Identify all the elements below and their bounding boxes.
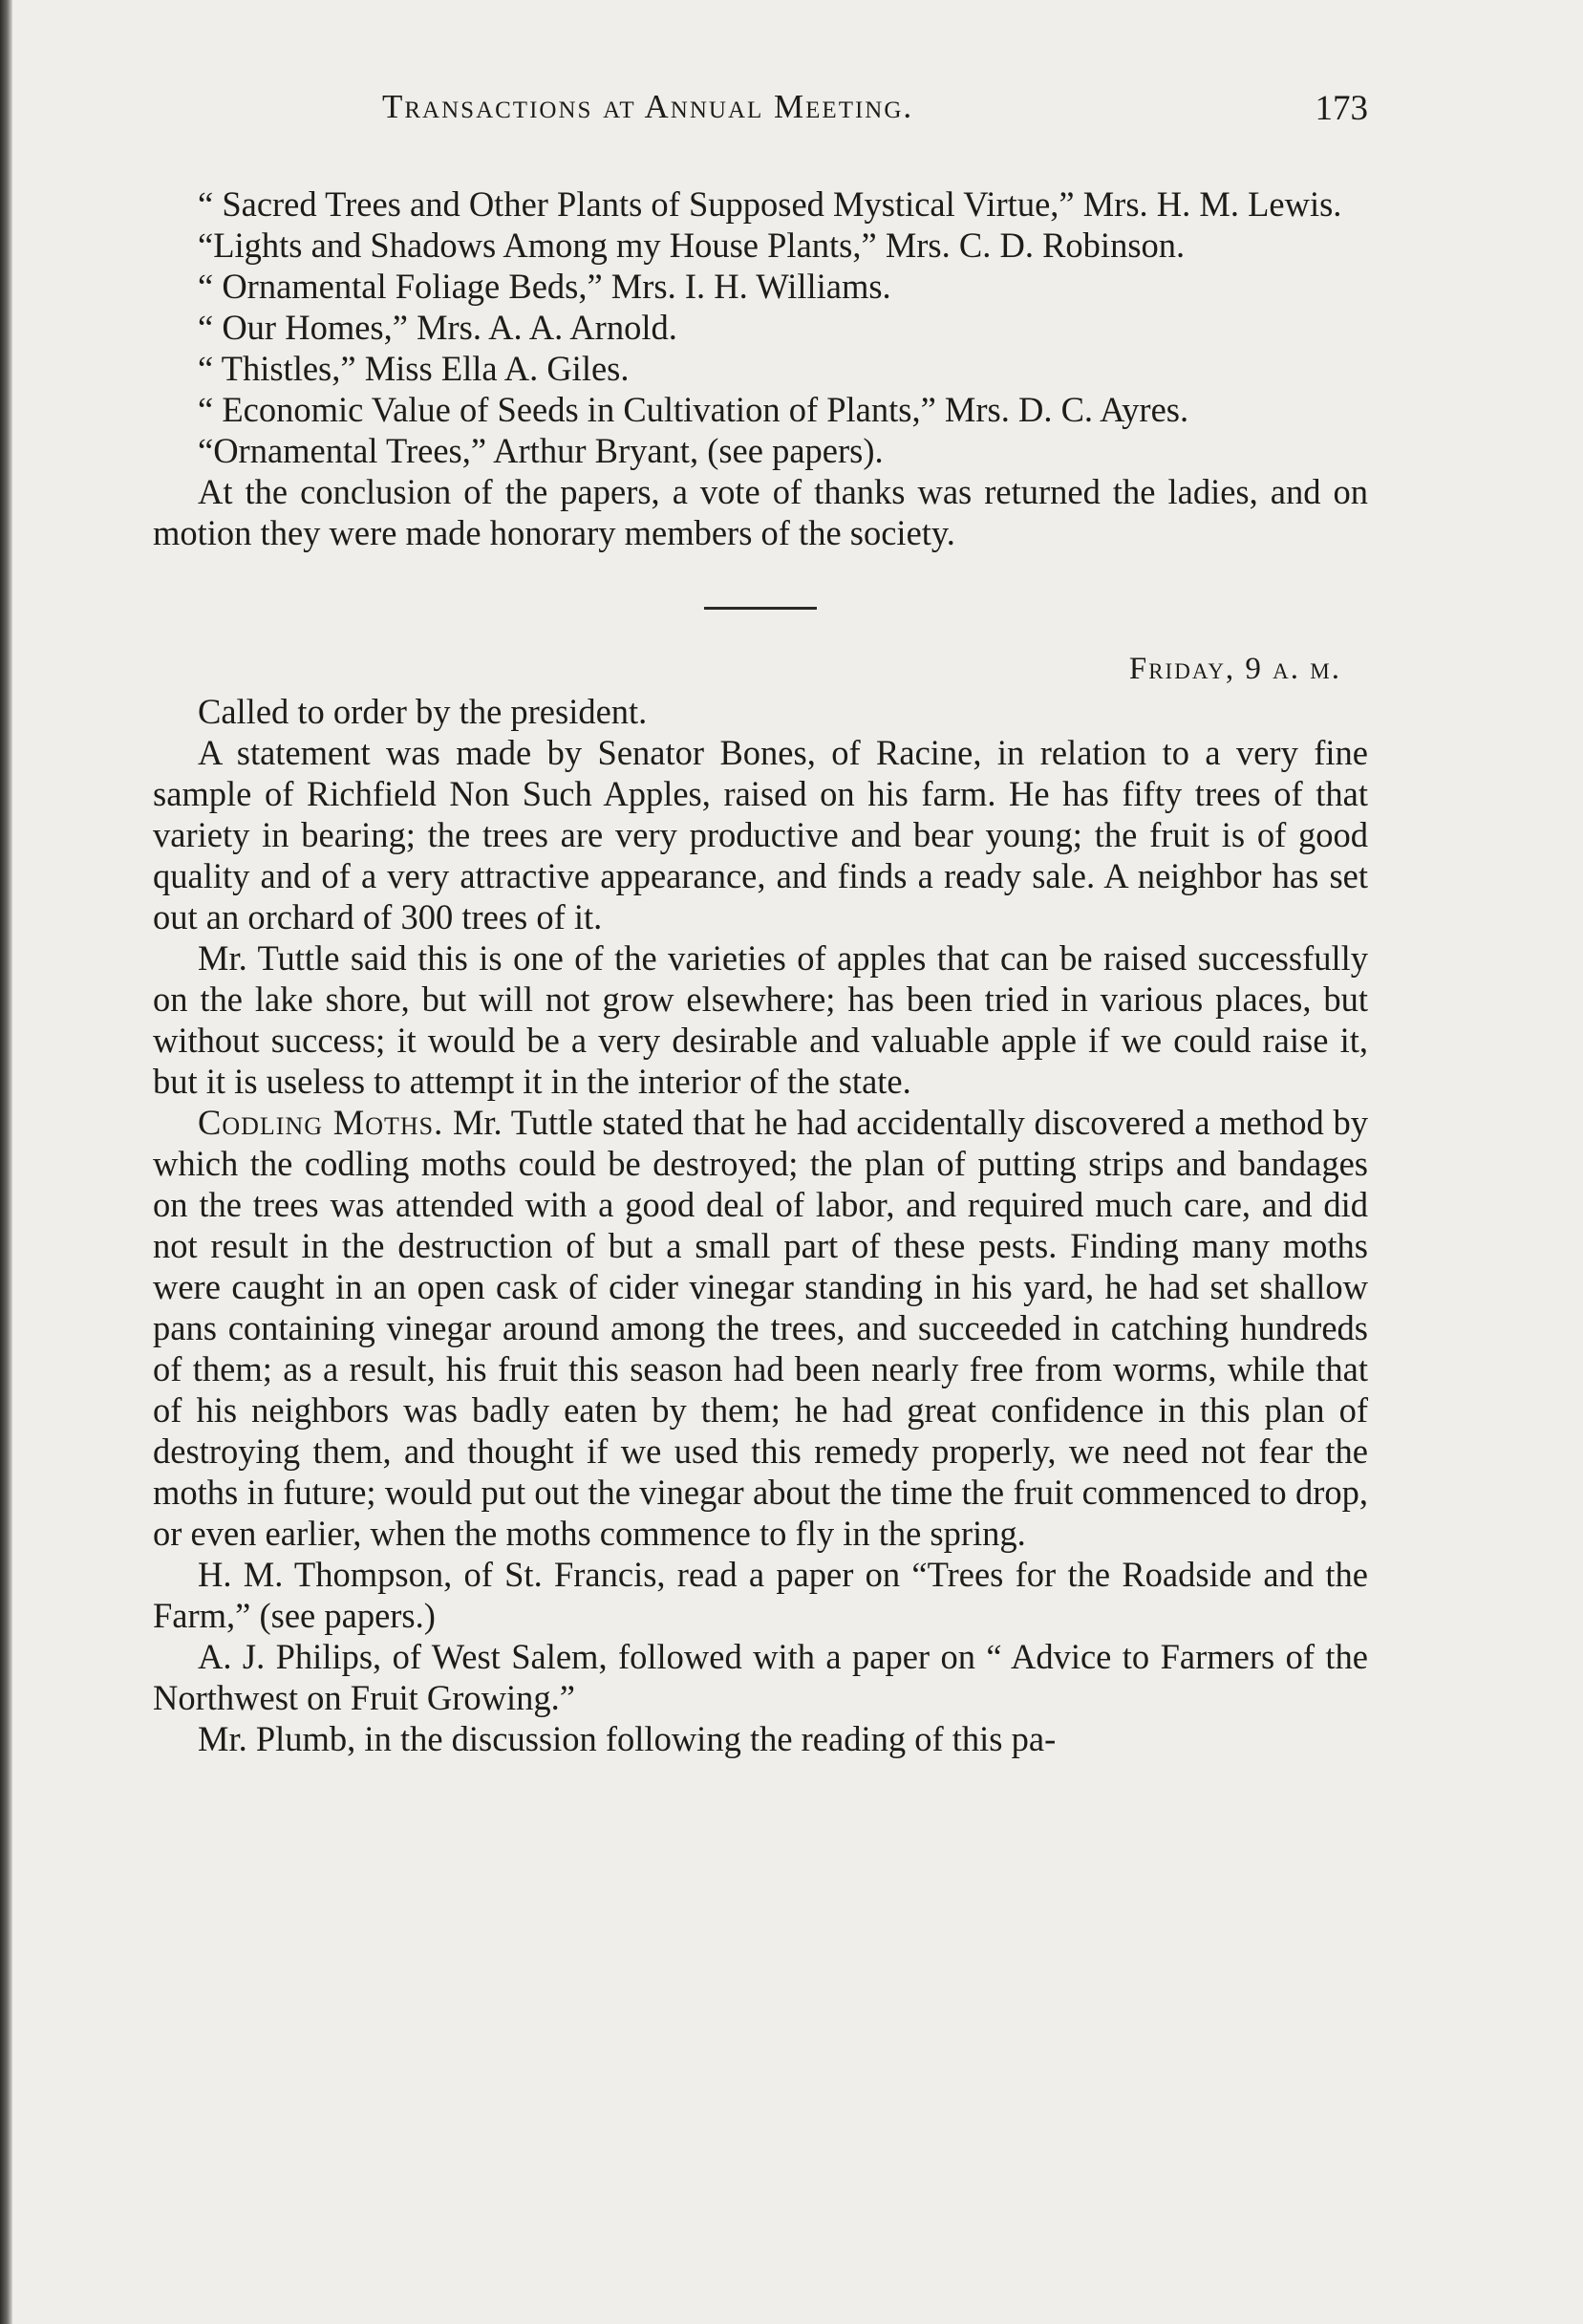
friday-session-section xyxy=(153,691,1368,1759)
page-number: 173 xyxy=(1315,89,1368,128)
paragraph: “ Sacred Trees and Other Plants of Supposed Mystical Virtue,” Mrs. H. M. Lewis. xyxy=(198,184,1342,224)
running-title: Transactions at Annual Meeting. xyxy=(382,88,914,125)
section-divider xyxy=(704,607,817,610)
paragraph-body: Mr. Tuttle stated that he had accidentally discovered a method by which the codling moths could be destroyed; the plan of putting strips and bandages on the trees was attended with a good deal of labor, and required much care, and did not result in the destruction of but a small part of these pests. Finding many moths were caught in an open cask of cider vinegar standing in his yard, he had set shallow pans containing vinegar around among the trees, and succeeded in catching hundreds of them; as a result, his fruit this season had been nearly free from worms, while that of his neighbors was badly eaten by them; he had great confidence in this plan of destroying them, and thought if we used this remedy properly, we need not fear the moths in future; would put out the vinegar about the time the fruit commenced to drop, or even earlier, when the moths commence to fly in the spring. xyxy=(153,1103,1368,1553)
paragraph: Mr. Tuttle said this is one of the varieties of apples that can be raised successfully on the lake shore, but will not grow elsewhere; has been tried in various places, but without success; it would be a very desirable and valuable apple if we could raise it, but it is useless to attempt it in the interior of the state. xyxy=(153,938,1368,1101)
paragraph: “Ornamental Trees,” Arthur Bryant, (see papers). xyxy=(198,431,884,470)
paragraph: “ Our Homes,” Mrs. A. A. Arnold. xyxy=(198,308,677,347)
page-binding-edge xyxy=(0,0,12,2324)
paragraph: Called to order by the president. xyxy=(198,692,648,731)
paragraph: H. M. Thompson, of St. Francis, read a paper on “Trees for the Roadside and the Farm,” (see papers.) xyxy=(153,1555,1368,1635)
running-head xyxy=(153,88,1368,145)
papers-list-section xyxy=(153,183,1368,553)
book-page xyxy=(153,88,1368,1759)
paragraph: At the conclusion of the papers, a vote of thanks was returned the ladies, and on motion they were made honorary members of the society. xyxy=(153,472,1368,552)
paragraph: “Lights and Shadows Among my House Plants,” Mrs. C. D. Robinson. xyxy=(198,226,1186,265)
paragraph: “ Thistles,” Miss Ella A. Giles. xyxy=(198,349,630,388)
session-dateline: Friday, 9 a. m. xyxy=(1128,652,1341,686)
paragraph: “ Economic Value of Seeds in Cultivation of Plants,” Mrs. D. C. Ayres. xyxy=(198,390,1189,429)
paragraph: A statement was made by Senator Bones, of Racine, in relation to a very fine sample of Richfield Non Such Apples, raised on his farm. He has fifty trees of that variety in bearing; the trees are very productive and bear young; the fruit is of good quality and of a very attractive appearance, and finds a ready sale. A neighbor has set out an orchard of 300 trees of it. xyxy=(153,733,1368,936)
paragraph-codling-moths xyxy=(153,1102,1368,1554)
topic-heading: Codling Moths. xyxy=(198,1103,444,1142)
paragraph: A. J. Philips, of West Salem, followed with a paper on “ Advice to Farmers of the Northwest on Fruit Growing.” xyxy=(153,1637,1368,1717)
paragraph: “ Ornamental Foliage Beds,” Mrs. I. H. Williams. xyxy=(198,267,891,306)
paragraph: Mr. Plumb, in the discussion following the reading of this pa- xyxy=(198,1719,1057,1758)
